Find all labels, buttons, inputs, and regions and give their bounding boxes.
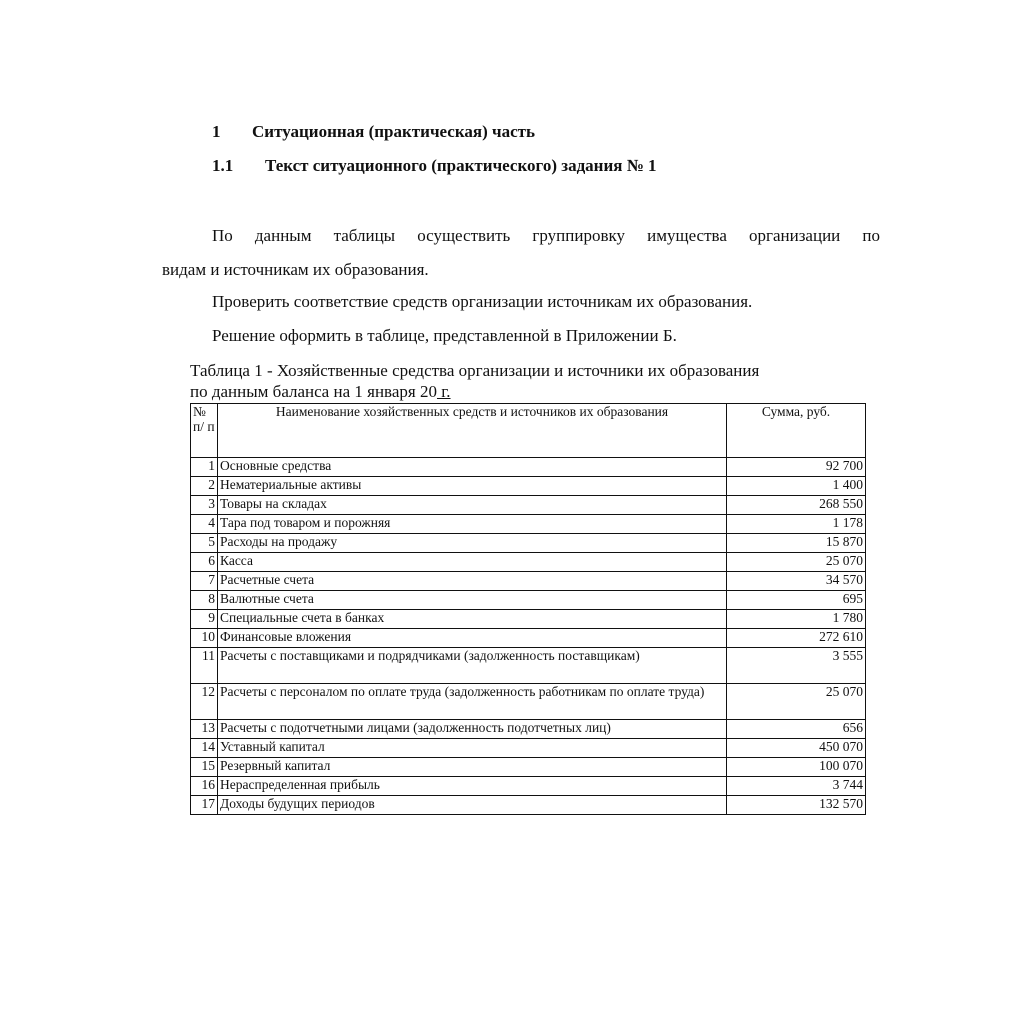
row-name: Нераспределенная прибыль (218, 777, 727, 796)
table-row (191, 739, 866, 758)
row-sum: 268 550 (727, 496, 866, 515)
row-name: Расходы на продажу (218, 534, 727, 553)
table-caption-line2 (190, 381, 866, 402)
row-number: 5 (191, 534, 218, 553)
row-sum: 1 780 (727, 610, 866, 629)
row-name: Расчетные счета (218, 572, 727, 591)
row-number: 10 (191, 629, 218, 648)
table-caption (190, 360, 866, 402)
row-number: 11 (191, 648, 218, 684)
row-name: Основные средства (218, 458, 727, 477)
row-number: 13 (191, 720, 218, 739)
subsection-number: 1.1 (212, 156, 234, 175)
table-row (191, 458, 866, 477)
row-number: 8 (191, 591, 218, 610)
row-sum: 25 070 (727, 553, 866, 572)
row-number: 7 (191, 572, 218, 591)
header-name: Наименование хозяйственных средств и источников их образования (218, 404, 727, 458)
row-name: Тара под товаром и порожняя (218, 515, 727, 534)
row-sum: 34 570 (727, 572, 866, 591)
row-name: Доходы будущих периодов (218, 796, 727, 815)
header-number: № п/ п (191, 404, 218, 458)
row-sum: 100 070 (727, 758, 866, 777)
header-sum: Сумма, руб. (727, 404, 866, 458)
row-name: Расчеты с персоналом по оплате труда (задолженность работникам по оплате труда) (218, 684, 727, 720)
row-sum: 272 610 (727, 629, 866, 648)
table-row (191, 572, 866, 591)
row-number: 6 (191, 553, 218, 572)
task-paragraph-line2: видам и источникам их образования. (162, 260, 429, 279)
row-sum: 1 178 (727, 515, 866, 534)
section-heading (212, 122, 535, 142)
row-number: 4 (191, 515, 218, 534)
table-row (191, 629, 866, 648)
table-row (191, 477, 866, 496)
balance-table (190, 403, 866, 815)
row-number: 3 (191, 496, 218, 515)
row-sum: 1 400 (727, 477, 866, 496)
row-sum: 3 744 (727, 777, 866, 796)
subsection-title: Текст ситуационного (практического) задания № 1 (265, 156, 657, 175)
row-sum: 132 570 (727, 796, 866, 815)
caption-date-prefix: по данным балансa на 1 января 20 (190, 382, 437, 401)
row-number: 17 (191, 796, 218, 815)
caption-date-suffix: г. (436, 382, 451, 401)
table-row (191, 610, 866, 629)
table-row (191, 515, 866, 534)
row-sum: 450 070 (727, 739, 866, 758)
row-name: Касса (218, 553, 727, 572)
row-number: 15 (191, 758, 218, 777)
section-title: Ситуационная (практическая) часть (252, 122, 535, 141)
subsection-heading (212, 156, 657, 176)
row-number: 2 (191, 477, 218, 496)
row-name: Финансовые вложения (218, 629, 727, 648)
table-body (191, 458, 866, 815)
row-number: 1 (191, 458, 218, 477)
table-header-row (191, 404, 866, 458)
task-paragraph-line1: По данным таблицы осуществить группировку имущества организации по (212, 226, 880, 245)
row-sum: 15 870 (727, 534, 866, 553)
row-name: Валютные счета (218, 591, 727, 610)
row-name: Уставный капитал (218, 739, 727, 758)
row-name: Нематериальные активы (218, 477, 727, 496)
table-row (191, 796, 866, 815)
table-row (191, 777, 866, 796)
row-sum: 25 070 (727, 684, 866, 720)
row-name: Расчеты с подотчетными лицами (задолженность подотчетных лиц) (218, 720, 727, 739)
row-number: 9 (191, 610, 218, 629)
table-row (191, 648, 866, 684)
table-row (191, 591, 866, 610)
task-paragraph-check: Проверить соответствие средств организации источникам их образования. (212, 292, 753, 311)
row-sum: 92 700 (727, 458, 866, 477)
row-sum: 656 (727, 720, 866, 739)
row-number: 14 (191, 739, 218, 758)
task-paragraph-solution: Решение оформить в таблице, представленной в Приложении Б. (212, 326, 677, 345)
table-row (191, 720, 866, 739)
table-row (191, 534, 866, 553)
table-row (191, 684, 866, 720)
table-caption-line1: Таблица 1 - Хозяйственные средства организации и источники их образования (190, 361, 760, 380)
row-name: Расчеты с поставщиками и подрядчиками (задолженность поставщикам) (218, 648, 727, 684)
row-name: Товары на складах (218, 496, 727, 515)
table-row (191, 496, 866, 515)
row-sum: 3 555 (727, 648, 866, 684)
row-number: 16 (191, 777, 218, 796)
section-number: 1 (212, 122, 221, 141)
row-name: Специальные счета в банках (218, 610, 727, 629)
table-row (191, 553, 866, 572)
table-row (191, 758, 866, 777)
row-name: Резервный капитал (218, 758, 727, 777)
row-sum: 695 (727, 591, 866, 610)
row-number: 12 (191, 684, 218, 720)
